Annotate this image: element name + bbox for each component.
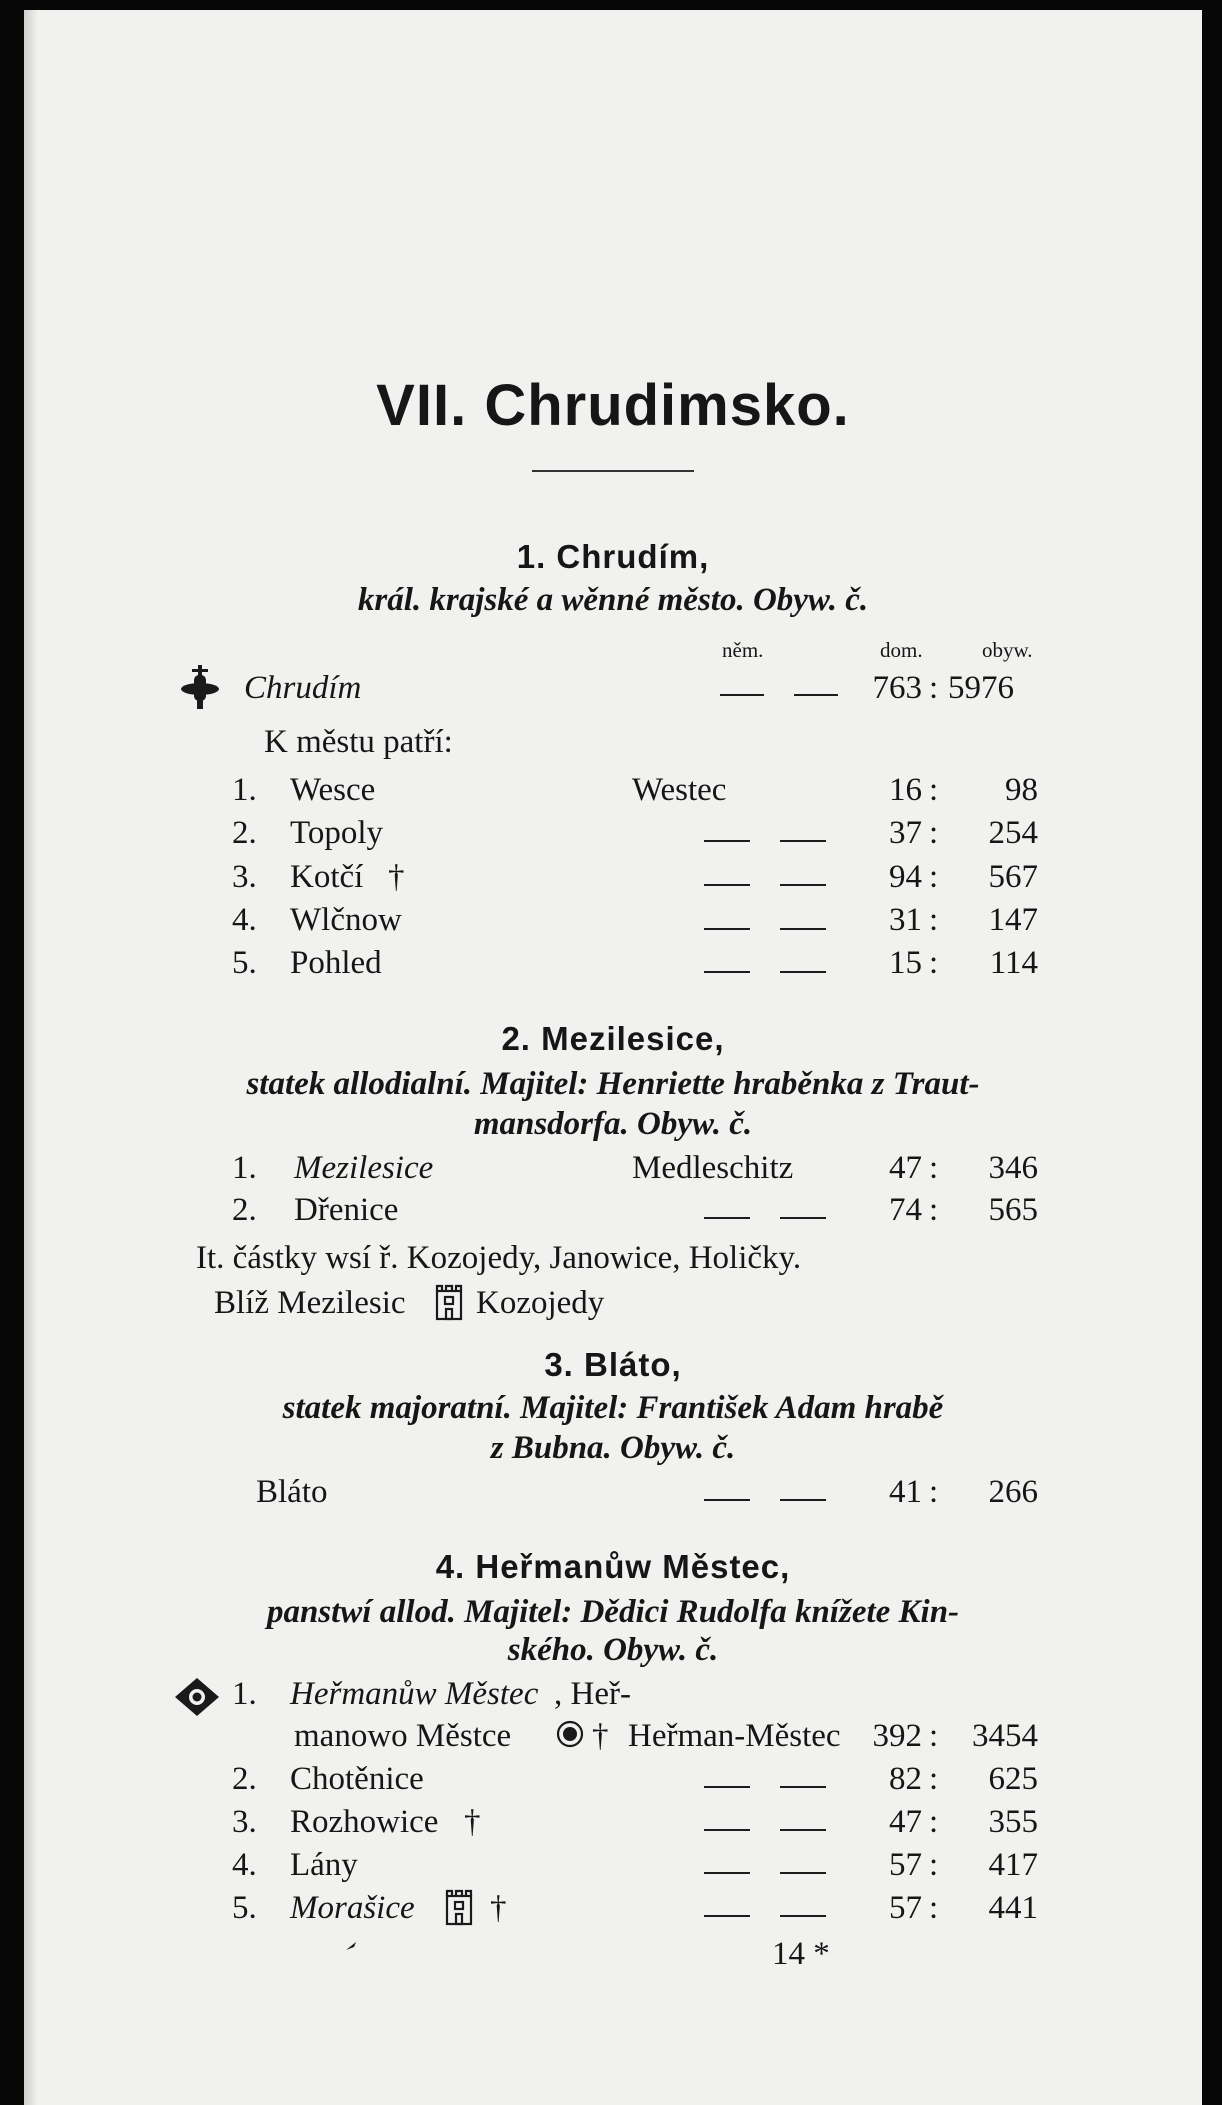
castle-ruin-icon	[434, 1283, 464, 1321]
obyw-value: 441	[988, 1890, 1038, 1926]
ditto-dash	[780, 1499, 826, 1501]
ditto-dash	[780, 884, 826, 886]
section-1-desc: král. krajské a wěnné město. Obyw. č.	[357, 582, 869, 618]
row-german: Heřman-Městec	[628, 1718, 841, 1754]
row-num: 4.	[232, 902, 257, 938]
obyw-value: 98	[1005, 772, 1038, 808]
diamond-cross-icon	[177, 663, 223, 711]
dom-value: 15	[889, 945, 922, 981]
ditto-dash	[704, 840, 750, 842]
row-name: Heřmanůw Městec	[290, 1676, 539, 1712]
ditto-dash	[780, 1872, 826, 1874]
dom-value: 47	[889, 1804, 922, 1840]
section-2-desc-line1: statek allodialní. Majitel: Henriette hraběnka z Traut-	[246, 1066, 980, 1102]
ink-mark	[344, 1940, 358, 1952]
row-num: 2.	[232, 1761, 257, 1797]
church-cross-icon: †	[490, 1890, 507, 1926]
section-4-desc-line1: panstwí allod. Majitel: Dědici Rudolfa knížete Kin-	[266, 1594, 960, 1630]
obyw-value: 355	[988, 1804, 1038, 1840]
section-2-nearby-place: Kozojedy	[476, 1285, 605, 1321]
obyw-value: 567	[988, 859, 1038, 895]
dom-value: 31	[889, 902, 922, 938]
ditto-dash	[704, 928, 750, 930]
ditto-dash	[780, 1786, 826, 1788]
ditto-dash	[780, 971, 826, 973]
ditto-dash	[704, 1786, 750, 1788]
ditto-dash	[780, 840, 826, 842]
row-name: Dřenice	[294, 1192, 399, 1228]
section-3-heading: 3. Bláto,	[544, 1346, 682, 1383]
obyw-value: 3454	[972, 1718, 1038, 1754]
church-cross-icon: †	[592, 1718, 609, 1754]
obyw-value: 346	[988, 1150, 1038, 1186]
row-name: Rozhowice	[290, 1804, 439, 1840]
dom-value: 37	[889, 815, 922, 851]
obyw-value: 266	[988, 1474, 1038, 1510]
row-num: 4.	[232, 1847, 257, 1883]
dom-value: 82	[889, 1761, 922, 1797]
title-rule	[532, 470, 694, 472]
row-name: Topoly	[290, 815, 384, 851]
section-1-subheading: K městu patří:	[264, 724, 453, 760]
row-num: 3.	[232, 1804, 257, 1840]
target-circle-icon	[556, 1720, 584, 1748]
col-header-obyw: obyw.	[982, 638, 1033, 662]
row-num: 5.	[232, 1890, 257, 1926]
dom-value: 47	[889, 1150, 922, 1186]
ditto-dash	[704, 1872, 750, 1874]
row-name: Wesce	[290, 772, 376, 808]
ditto-dash	[780, 928, 826, 930]
town-name-chrudim: Chrudím	[244, 670, 362, 706]
row-name-tail: , Heř-	[554, 1676, 631, 1712]
dom-value: 41	[889, 1474, 922, 1510]
obyw-value: 417	[988, 1847, 1038, 1883]
row-name: Chotěnice	[290, 1761, 424, 1797]
obyw-value: 114	[989, 945, 1038, 981]
diamond-seal-icon	[174, 1677, 220, 1717]
page-title: VII. Chrudimsko.	[376, 373, 850, 438]
ditto-dash	[704, 884, 750, 886]
row-name: Wlčnow	[290, 902, 402, 938]
obyw-value: 565	[988, 1192, 1038, 1228]
ditto-dash	[704, 1915, 750, 1917]
page: VII. Chrudimsko. 1. Chrudím, král. krajské a wěnné město. Obyw. č. něm. dom. obyw. Chrudím 763 : 5976 K městu patří: 1. Wesce Westec 16 : 98 2. Topoly 37 : 254 3. Kotčí † 94 : 567 4. Wlčnow 31 : 147 5. Pohled 15 : 114 2. Mezilesice, statek allodialní. Majitel: Henriette hraběnka z Traut- mansdorfa. Obyw. č. 1. Mezilesice Medleschitz 47 : 346 2. Dřenice 74 : 565 It. částky wsí ř. Kozojedy, Janowice, Holičky. Blíž Mezilesic Kozojedy 3. Bláto, statek majoratní. Majitel: František Adam hrabě z Bubna. Obyw. č. Bláto 41 : 266 4. Heřmanůw Městec, panstwí allod. Majitel: Dědici Rudolfa knížete Kin- ského. Obyw. č. 1. Heřmanůw Městec , Heř- manowo Městce † Heřman-Městec 392 : 3454 2. Chotěnice 82 : 625 3. Rozhowice † 47 : 355 4. Lány 57 : 417 5. Morašice † 57 : 441 14 *	[24, 10, 1202, 2105]
section-3-desc-line2: z Bubna. Obyw. č.	[490, 1430, 736, 1466]
section-2-heading: 2. Mezilesice,	[501, 1020, 725, 1057]
row-num: 3.	[232, 859, 257, 895]
church-cross-icon: †	[388, 859, 405, 895]
row-name: Lány	[290, 1847, 358, 1883]
castle-ruin-icon	[444, 1888, 474, 1926]
ditto-dash	[704, 1217, 750, 1219]
ditto-dash	[704, 1829, 750, 1831]
page-number: 14 *	[772, 1936, 830, 1972]
row-num: 1.	[232, 1150, 257, 1186]
church-cross-icon: †	[464, 1804, 481, 1840]
row-name-cont: manowo Městce	[294, 1718, 512, 1754]
section-3-desc-line1: statek majoratní. Majitel: František Adam hrabě	[282, 1390, 944, 1426]
row-num: 2.	[232, 815, 257, 851]
row-num: 5.	[232, 945, 257, 981]
dom-value: 57	[889, 1847, 922, 1883]
row-german: Medleschitz	[632, 1150, 794, 1186]
row-name: Bláto	[256, 1474, 328, 1510]
ditto-dash	[780, 1829, 826, 1831]
dom-value: 94	[889, 859, 922, 895]
section-2-note: It. částky wsí ř. Kozojedy, Janowice, Holičky.	[196, 1240, 802, 1276]
row-name: Mezilesice	[294, 1150, 434, 1186]
row-name: Pohled	[290, 945, 382, 981]
ditto-dash	[704, 971, 750, 973]
section-4-heading: 4. Heřmanůw Městec,	[435, 1548, 791, 1585]
obyw-value: 625	[988, 1761, 1038, 1797]
ditto-dash	[720, 694, 764, 696]
dom-value: 74	[889, 1192, 922, 1228]
row-num: 1.	[232, 772, 257, 808]
dom-value: 763	[872, 670, 922, 706]
row-name: Morašice	[290, 1890, 415, 1926]
ditto-dash	[780, 1915, 826, 1917]
ditto-dash	[780, 1217, 826, 1219]
section-4-desc-line2: ského. Obyw. č.	[507, 1632, 719, 1668]
col-header-dom: dom.	[880, 638, 923, 662]
obyw-value: 5976	[948, 670, 1014, 706]
row-num: 2.	[232, 1192, 257, 1228]
row-name: Kotčí	[290, 859, 364, 895]
dom-value: 392	[872, 1718, 922, 1754]
section-2-desc-line2: mansdorfa. Obyw. č.	[473, 1106, 753, 1142]
ditto-dash	[704, 1499, 750, 1501]
dom-value: 57	[889, 1890, 922, 1926]
section-2-nearby-label: Blíž Mezilesic	[214, 1285, 406, 1321]
col-header-nem: něm.	[722, 638, 764, 662]
obyw-value: 147	[988, 902, 1038, 938]
obyw-value: 254	[988, 815, 1038, 851]
row-num: 1.	[232, 1676, 257, 1712]
row-german: Westec	[632, 772, 727, 808]
dom-value: 16	[889, 772, 922, 808]
section-1-heading: 1. Chrudím,	[516, 538, 710, 575]
